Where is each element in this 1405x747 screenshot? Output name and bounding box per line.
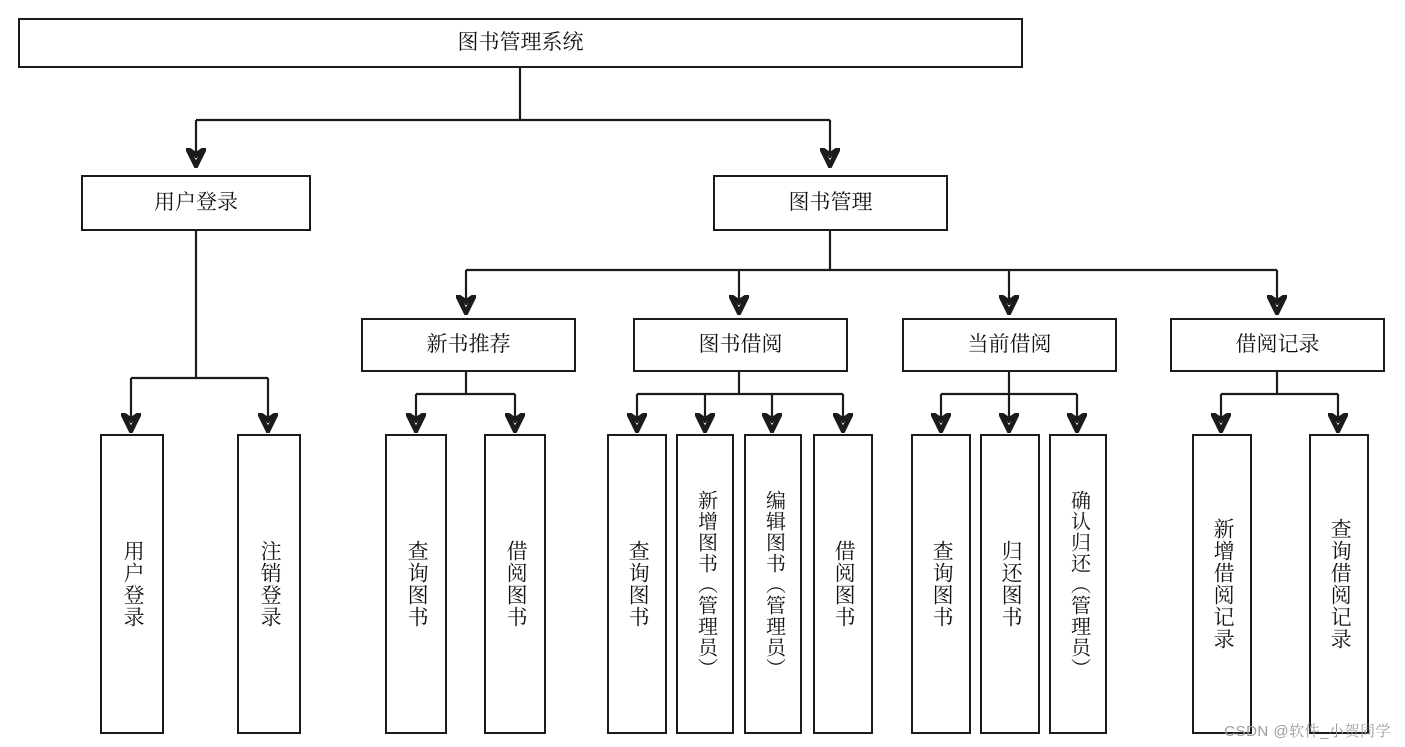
node-root[interactable]: 图书管理系统: [18, 18, 1023, 68]
watermark-text: CSDN @软件_小贺同学: [1224, 723, 1391, 740]
node-user-login[interactable]: 用户登录: [81, 175, 311, 231]
leaf-borrow-book-recommend[interactable]: 借阅图书: [484, 434, 546, 734]
leaf-confirm-return-admin[interactable]: 确认归还（管理员）: [1049, 434, 1107, 734]
node-borrow-records[interactable]: 借阅记录: [1170, 318, 1385, 372]
node-current-borrow[interactable]: 当前借阅: [902, 318, 1117, 372]
leaf-user-login[interactable]: 用户登录: [100, 434, 164, 734]
leaf-borrow-book[interactable]: 借阅图书: [813, 434, 873, 734]
leaf-query-borrow-record[interactable]: 查询借阅记录: [1309, 434, 1369, 734]
leaf-add-borrow-record[interactable]: 新增借阅记录: [1192, 434, 1252, 734]
leaf-query-book-borrow[interactable]: 查询图书: [607, 434, 667, 734]
leaf-return-book[interactable]: 归还图书: [980, 434, 1040, 734]
leaf-logout[interactable]: 注销登录: [237, 434, 301, 734]
leaf-edit-book-admin[interactable]: 编辑图书（管理员）: [744, 434, 802, 734]
leaf-add-book-admin[interactable]: 新增图书（管理员）: [676, 434, 734, 734]
node-book-management[interactable]: 图书管理: [713, 175, 948, 231]
node-new-book-recommend[interactable]: 新书推荐: [361, 318, 576, 372]
leaf-query-book-recommend[interactable]: 查询图书: [385, 434, 447, 734]
leaf-query-book-current[interactable]: 查询图书: [911, 434, 971, 734]
node-book-borrow[interactable]: 图书借阅: [633, 318, 848, 372]
